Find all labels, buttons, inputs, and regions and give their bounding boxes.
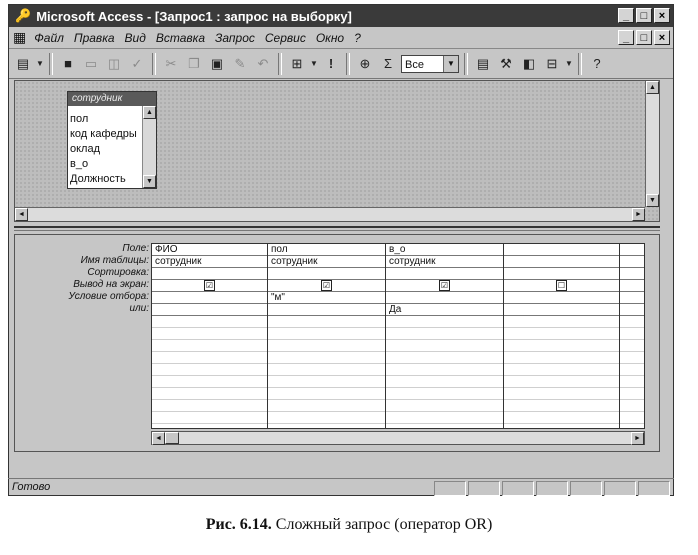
field-cell[interactable]: пол bbox=[268, 244, 385, 256]
menu-insert[interactable]: Вставка bbox=[155, 30, 206, 45]
row-label-show: Вывод на экран: bbox=[73, 279, 149, 290]
spelling-icon[interactable]: ✓ bbox=[131, 55, 143, 71]
field-list-item[interactable]: код кафедры bbox=[70, 128, 137, 140]
grid-column bbox=[504, 244, 620, 428]
toolbar-separator bbox=[464, 53, 468, 75]
query-window-icon[interactable]: ▦ bbox=[13, 29, 27, 45]
table-cell[interactable]: сотрудник bbox=[386, 256, 503, 268]
figure-caption bbox=[0, 516, 698, 534]
table-field-list[interactable] bbox=[67, 91, 157, 189]
mdi-close-button[interactable]: × bbox=[654, 30, 670, 45]
scroll-left-icon[interactable]: ◄ bbox=[152, 432, 165, 445]
sort-cell[interactable] bbox=[386, 268, 503, 280]
window-title: Microsoft Access - [Запрос1 : запрос на выборку] bbox=[36, 8, 352, 24]
view-dropdown-icon[interactable]: ▼ bbox=[36, 58, 44, 68]
status-panel bbox=[502, 481, 534, 496]
show-table-icon[interactable]: ⊕ bbox=[359, 55, 371, 71]
field-cell[interactable]: ФИО bbox=[152, 244, 267, 256]
menu-file[interactable]: Файл bbox=[34, 30, 64, 45]
criteria-cell[interactable] bbox=[386, 292, 503, 304]
status-bar-area bbox=[8, 476, 674, 496]
copy-icon[interactable]: ❐ bbox=[188, 55, 200, 71]
or-cell[interactable] bbox=[268, 304, 385, 316]
status-panel bbox=[434, 481, 466, 496]
grid-column bbox=[620, 244, 644, 428]
close-button[interactable]: × bbox=[654, 8, 670, 23]
table-pane-hscroll[interactable] bbox=[15, 207, 645, 221]
menu-help[interactable]: ? bbox=[354, 30, 361, 45]
status-panel bbox=[570, 481, 602, 496]
show-cell[interactable] bbox=[504, 280, 619, 292]
menu-query[interactable]: Запрос bbox=[215, 30, 255, 45]
show-checkbox[interactable]: ☐ bbox=[557, 281, 566, 290]
query-type-icon[interactable]: ⊞ bbox=[291, 55, 303, 71]
show-cell[interactable] bbox=[620, 280, 644, 292]
show-cell[interactable] bbox=[386, 280, 503, 292]
pane-splitter[interactable] bbox=[14, 226, 660, 231]
view-icon[interactable]: ▤ bbox=[16, 55, 30, 71]
grid-hscroll[interactable] bbox=[151, 431, 645, 445]
query-type-dropdown-icon[interactable]: ▼ bbox=[310, 58, 318, 68]
grid-column bbox=[152, 244, 268, 428]
status-panel bbox=[638, 481, 670, 496]
field-cell[interactable] bbox=[620, 244, 644, 256]
access-key-icon: 🔑 bbox=[15, 8, 32, 23]
minimize-button[interactable]: _ bbox=[618, 8, 634, 23]
properties-icon[interactable]: ▤ bbox=[476, 55, 490, 71]
row-label-field: Поле: bbox=[122, 243, 149, 254]
toolbar-separator bbox=[346, 53, 350, 75]
format-painter-icon[interactable]: ✎ bbox=[234, 55, 246, 71]
toolbar-separator bbox=[49, 53, 53, 75]
show-checkbox[interactable]: ☑ bbox=[440, 281, 449, 290]
mdi-restore-button[interactable]: □ bbox=[636, 30, 652, 45]
scroll-left-icon[interactable]: ◄ bbox=[15, 208, 28, 221]
or-cell[interactable] bbox=[152, 304, 267, 316]
undo-icon[interactable]: ↶ bbox=[257, 55, 269, 71]
status-text: Готово bbox=[12, 481, 51, 493]
grid-column bbox=[386, 244, 504, 428]
or-cell[interactable] bbox=[620, 304, 644, 316]
grid-column bbox=[268, 244, 386, 428]
restore-button[interactable]: □ bbox=[636, 8, 652, 23]
query-design-grid bbox=[151, 243, 645, 429]
sort-cell[interactable] bbox=[504, 268, 619, 280]
field-cell[interactable] bbox=[504, 244, 619, 256]
criteria-cell[interactable] bbox=[504, 292, 619, 304]
criteria-cell[interactable] bbox=[620, 292, 644, 304]
criteria-cell[interactable] bbox=[152, 292, 267, 304]
scroll-down-icon[interactable]: ▼ bbox=[143, 175, 156, 188]
or-cell[interactable] bbox=[504, 304, 619, 316]
table-pane-vscroll[interactable] bbox=[645, 81, 659, 207]
show-cell[interactable] bbox=[268, 280, 385, 292]
toolbar-separator bbox=[578, 53, 582, 75]
menu-edit[interactable]: Правка bbox=[73, 30, 115, 45]
top-values-combo[interactable] bbox=[401, 55, 459, 73]
toolbar-separator bbox=[278, 53, 282, 75]
chevron-down-icon[interactable]: ▼ bbox=[443, 56, 458, 72]
table-cell[interactable]: сотрудник bbox=[152, 256, 267, 268]
menu-tools[interactable]: Сервис bbox=[264, 30, 306, 45]
print-icon[interactable]: ▭ bbox=[84, 55, 98, 71]
build-icon[interactable]: ⚒ bbox=[500, 55, 512, 71]
field-list-items bbox=[70, 112, 137, 187]
scroll-thumb[interactable] bbox=[165, 432, 179, 444]
show-checkbox[interactable]: ☑ bbox=[322, 281, 331, 290]
scroll-up-icon[interactable]: ▲ bbox=[646, 81, 659, 94]
print-preview-icon[interactable]: ◫ bbox=[107, 55, 121, 71]
table-cell[interactable]: сотрудник bbox=[268, 256, 385, 268]
menu-view[interactable]: Вид bbox=[124, 30, 146, 45]
field-list-item[interactable]: Должность bbox=[70, 173, 126, 185]
paste-icon[interactable]: ▣ bbox=[210, 55, 224, 71]
status-panels bbox=[434, 481, 670, 496]
field-list-scrollbar[interactable] bbox=[142, 106, 156, 188]
mdi-minimize-button[interactable]: _ bbox=[618, 30, 634, 45]
totals-icon[interactable]: Σ bbox=[383, 55, 393, 71]
sort-cell[interactable] bbox=[620, 268, 644, 280]
field-cell[interactable]: в_о bbox=[386, 244, 503, 256]
grid-row-labels bbox=[15, 243, 149, 315]
scroll-up-icon[interactable]: ▲ bbox=[143, 106, 156, 119]
title-bar bbox=[9, 5, 673, 27]
field-list-item[interactable]: в_о bbox=[70, 158, 89, 170]
run-icon[interactable]: ! bbox=[328, 55, 334, 71]
row-label-or: или: bbox=[129, 303, 149, 314]
status-bar bbox=[8, 478, 674, 496]
criteria-cell[interactable]: "м" bbox=[268, 292, 385, 304]
toolbar-separator bbox=[152, 53, 156, 75]
save-icon[interactable]: ■ bbox=[64, 55, 72, 71]
row-label-criteria: Условие отбора: bbox=[68, 291, 149, 302]
sort-cell[interactable] bbox=[152, 268, 267, 280]
field-list-title[interactable]: сотрудник bbox=[68, 92, 156, 106]
field-list-item[interactable]: оклад bbox=[70, 143, 101, 155]
status-panel bbox=[536, 481, 568, 496]
new-object-icon[interactable]: ⊟ bbox=[546, 55, 558, 71]
show-cell[interactable] bbox=[152, 280, 267, 292]
menu-window[interactable]: Окно bbox=[315, 30, 345, 45]
caption-text: Сложный запрос (оператор OR) bbox=[275, 516, 493, 533]
status-panel bbox=[604, 481, 636, 496]
database-window-icon[interactable]: ◧ bbox=[522, 55, 536, 71]
scroll-down-icon[interactable]: ▼ bbox=[646, 194, 659, 207]
scroll-right-icon[interactable]: ► bbox=[631, 432, 644, 445]
cut-icon[interactable]: ✂ bbox=[165, 55, 177, 71]
show-checkbox[interactable]: ☑ bbox=[205, 281, 214, 290]
help-icon[interactable]: ? bbox=[593, 55, 601, 71]
status-panel bbox=[468, 481, 500, 496]
design-grid-pane bbox=[14, 234, 660, 452]
row-label-sort: Сортировка: bbox=[87, 267, 149, 278]
menu-bar bbox=[9, 27, 673, 49]
caption-label: Рис. 6.14. bbox=[205, 516, 272, 533]
top-values-value: Все bbox=[405, 58, 424, 71]
or-cell[interactable]: Да bbox=[386, 304, 503, 316]
scroll-right-icon[interactable]: ► bbox=[632, 208, 645, 221]
sort-cell[interactable] bbox=[268, 268, 385, 280]
table-pane bbox=[14, 80, 660, 222]
table-cell[interactable] bbox=[620, 256, 644, 268]
row-label-table: Имя таблицы: bbox=[80, 255, 149, 266]
field-list-item[interactable]: пол bbox=[70, 113, 89, 125]
table-cell[interactable] bbox=[504, 256, 619, 268]
new-object-dropdown-icon[interactable]: ▼ bbox=[565, 58, 573, 68]
toolbar bbox=[9, 49, 673, 79]
